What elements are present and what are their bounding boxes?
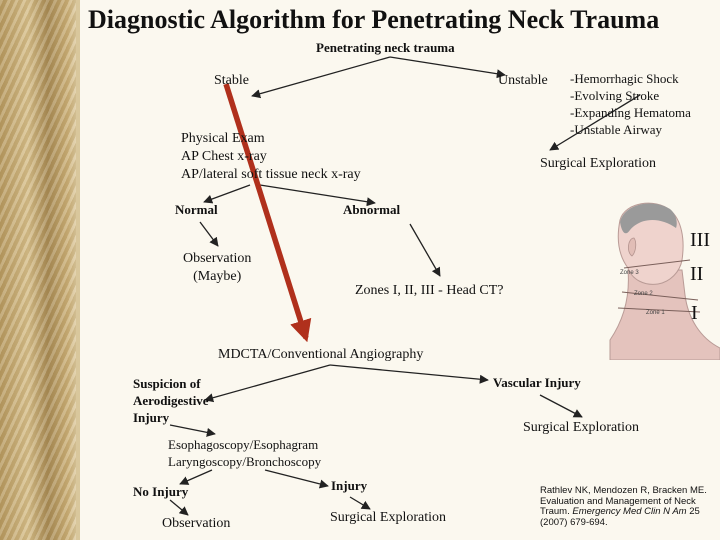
unstable-criteria-list: -Hemorrhagic Shock -Evolving Stroke -Expanding Hematoma -Unstable Airway [570,71,691,137]
node-observation-maybe: Observation (Maybe) [183,251,252,284]
zone-label-III: III [690,229,710,251]
citation-line-3-tail: 25 [686,506,700,518]
node-no-injury: No Injury [133,484,189,499]
node-abnormal: Abnormal [343,202,401,217]
neck-skin [610,270,720,360]
arrow-vascular-to-surgery [540,395,582,417]
node-surgical-exploration-injury: Surgical Exploration [330,510,446,525]
citation-line-2: Evaluation and Management of Neck [540,495,696,507]
arrow-workup-to-normal [204,185,250,202]
node-surgical-exploration-vascular: Surgical Exploration [523,420,639,435]
node-zones-head-ct: Zones I, II, III - Head CT? [355,283,504,298]
node-endoscopy: Esophagoscopy/Esophagram Laryngoscopy/Bronchoscopy [168,437,322,469]
arrow-abnormal-to-zones [410,224,440,276]
node-mdcta-angiography: MDCTA/Conventional Angiography [218,347,424,362]
node-suspicion-aerodigestive-injury: Suspicion of Aerodigestive Injury [133,376,209,425]
node-surgical-exploration-unstable: Surgical Exploration [540,156,656,171]
arrow-suspicion-to-endoscopy [170,425,215,434]
figure-zone-2-text: Zone 2 [634,291,653,297]
arrow-mdcta-to-suspicion [205,365,330,400]
node-observation: Observation [162,516,231,531]
arrow-noinjury-to-observation [170,500,188,515]
figure-zone-1-text: Zone 1 [646,310,665,316]
node-stable: Stable [214,73,249,88]
citation-line-4: (2007) 679-694. [540,516,608,528]
arrow-endoscopy-to-noinjury [180,470,212,484]
arrow-normal-to-observation [200,222,218,246]
node-unstable: Unstable [498,73,548,88]
citation-journal: Emergency Med Clin N Am [572,506,687,518]
citation-reference [540,486,707,529]
root-node-penetrating-neck-trauma: Penetrating neck trauma [316,40,455,55]
page-title: Diagnostic Algorithm for Penetrating Neck Trauma [88,5,660,34]
arrow-mdcta-to-vascular [330,365,488,380]
arrow-root-to-stable [252,57,390,96]
citation-line-1: Rathlev NK, Mendozen R, Bracken ME. [540,485,707,496]
zone-label-II: II [690,263,704,285]
highlighted-stable-pathway-arrow [226,84,306,338]
arrow-root-to-unstable [390,57,505,75]
node-vascular-injury: Vascular Injury [493,375,581,390]
figure-zone-3-text: Zone 3 [620,270,639,276]
node-normal: Normal [175,202,218,217]
arrow-endoscopy-to-injury [265,470,328,486]
arrow-workup-to-abnormal [260,185,375,203]
citation-line-3-plain: Traum. [540,506,573,518]
stable-workup-list: Physical Exam AP Chest x-ray AP/lateral soft tissue neck x-ray [181,131,361,182]
zone-label-I: I [691,302,698,324]
arrow-injury-to-surgery [350,497,370,509]
node-injury: Injury [331,478,368,493]
